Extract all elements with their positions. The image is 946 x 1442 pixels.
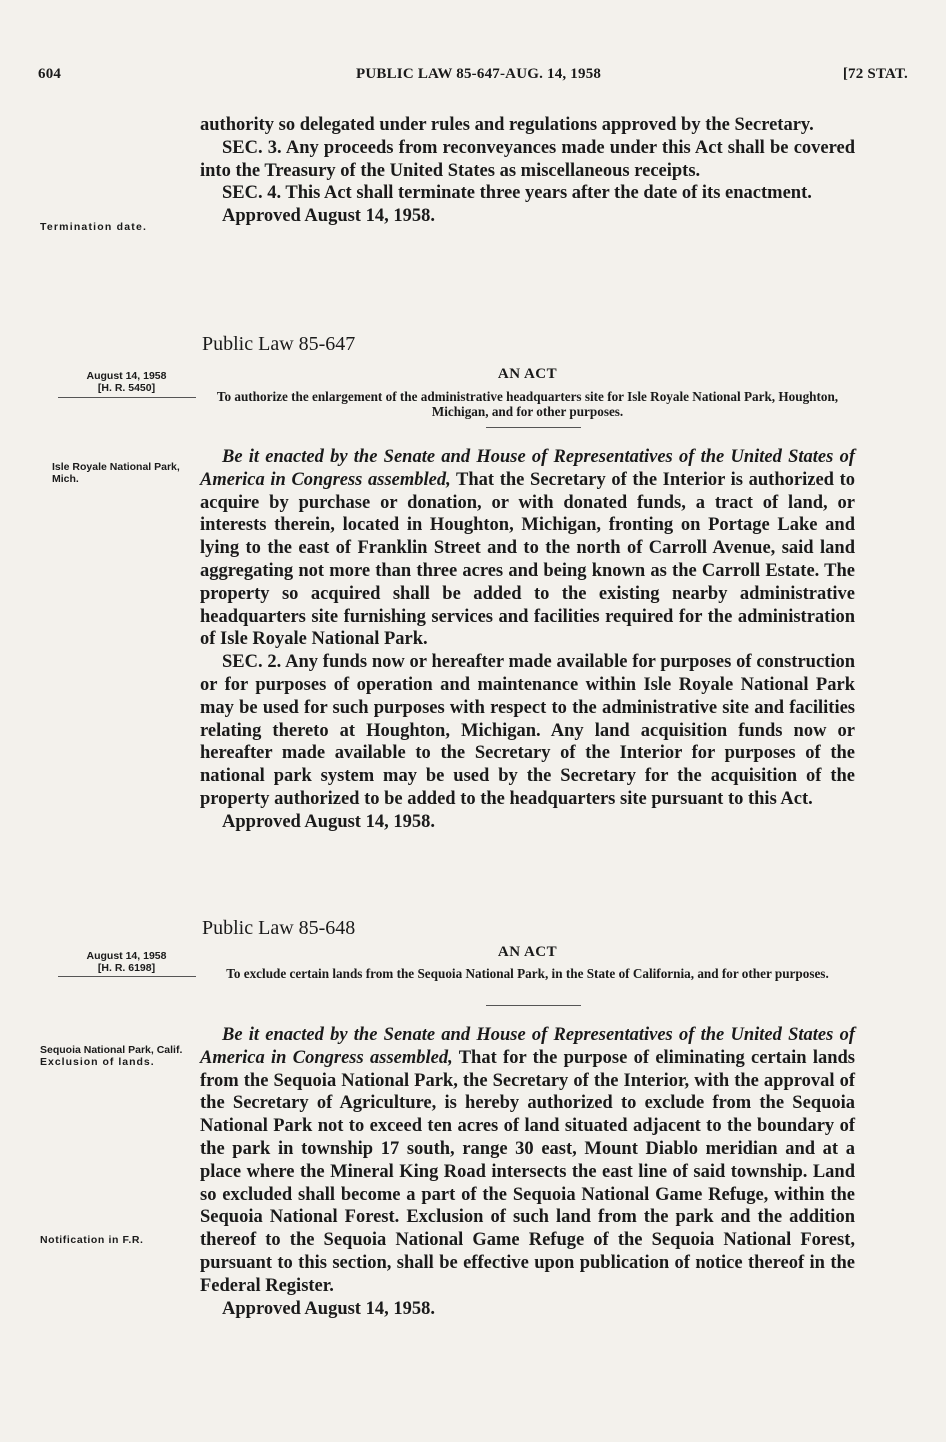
section-text bbox=[200, 1024, 855, 1298]
page-header bbox=[38, 66, 908, 90]
volume-reference: [72 STAT. bbox=[842, 66, 908, 82]
date-note-line: August 14, 1958 bbox=[86, 370, 167, 382]
margin-note-park: Sequoia National Park, Calif. bbox=[40, 1044, 183, 1056]
bill-number: [H. R. 6198] bbox=[97, 961, 156, 974]
section-4: SEC. 4. This Act shall terminate three years after the date of its enactment. bbox=[222, 183, 812, 204]
date-note-line: August 14, 1958 bbox=[86, 950, 167, 962]
date-note-85-647 bbox=[54, 371, 199, 394]
an-act-heading: AN ACT bbox=[497, 366, 558, 382]
margin-note-notification: Notification in F.R. bbox=[40, 1234, 144, 1246]
law-title-85-647: Public Law 85-647 bbox=[202, 333, 356, 355]
law-85-647-body bbox=[200, 446, 855, 834]
law-title-85-648: Public Law 85-648 bbox=[202, 917, 356, 939]
an-act-heading: AN ACT bbox=[497, 944, 558, 960]
continuation-text bbox=[200, 114, 855, 228]
margin-rule bbox=[58, 397, 196, 398]
margin-note-termination: Termination date. bbox=[40, 221, 148, 233]
continuation-paragraph: authority so delegated under rules and regulations approved by the Secretary. bbox=[200, 115, 814, 135]
section-body-text: That for the purpose of eliminating certain lands from the Sequoia National Park, the Secretary of the Interior, with the approval of the Secretary of Agriculture, is hereby authorized to exclude from the Sequoia National Park not to exceed ten acres of land situated adjacent to the boundary of the park in township 17 south, range 30 east, Mount Diablo meridian and at a place where the Mineral King Road intersects the east line of said township. Land so excluded shall become a part of the Sequoia National Game Refuge, within the Sequoia National Forest. Exclusion of such land from the park and the addition thereof to the Sequoia National Game Refuge of the Sequoia National Forest, pursuant to this section, shall be effective upon publication of notice thereof in the Federal Register. bbox=[200, 1047, 855, 1296]
section-3: SEC. 3. Any proceeds from reconveyances made under this Act shall be covered into the Treasury of the United States as miscellaneous receipts. bbox=[200, 137, 855, 181]
margin-note-sequoia bbox=[40, 1045, 196, 1068]
bill-number: [H. R. 5450] bbox=[97, 381, 156, 394]
section-1 bbox=[200, 446, 855, 651]
section-2: SEC. 2. Any funds now or hereafter made available for purposes of construction or for purposes of operation and maintenance within Isle Royale National Park may be used for such purposes with respect to the administrative site and facilities relating thereto at Houghton, Michigan. Any land acquisition funds now or hereafter made available to the Secretary of the Interior for purposes of the national park system may be used by the Secretary for the acquisition of the property authorized to be added to the headquarters site pursuant to this Act. bbox=[200, 652, 855, 809]
approval-line: Approved August 14, 1958. bbox=[222, 811, 435, 832]
enacting-clause: Be it enacted by the Senate and House of Representatives of the United States of America in Congress assembled, bbox=[200, 1025, 855, 1068]
divider-rule bbox=[486, 1005, 581, 1006]
margin-note-isle-royale: Isle Royale National Park, Mich. bbox=[52, 461, 180, 485]
law-85-648-body bbox=[200, 1024, 855, 1320]
running-title: PUBLIC LAW 85-647-AUG. 14, 1958 bbox=[356, 66, 602, 82]
page-number: 604 bbox=[38, 66, 62, 82]
act-purpose: To authorize the enlargement of the administrative headquarters site for Isle Royale National Park, Houghton, Michigan, and for other purposes. bbox=[216, 389, 839, 419]
enacting-clause: Be it enacted by the Senate and House of Representatives of the United States of America in Congress assembled, bbox=[200, 447, 855, 490]
act-purpose: To exclude certain lands from the Sequoia National Park, in the State of California, and for other purposes. bbox=[226, 966, 829, 981]
margin-rule bbox=[58, 976, 196, 977]
approval-line: Approved August 14, 1958. bbox=[222, 1298, 435, 1319]
divider-rule bbox=[486, 427, 581, 428]
section-1-text: That the Secretary of the Interior is authorized to acquire by purchase or donation, or with donated funds, a tract of land, or interests therein, located in Houghton, Michigan, fronting on Portage Lake and lying to the east of Franklin Street and to the north of Carroll Avenue, said land aggregating not more than three acres and being known as the Carroll Estate. The property so acquired shall be added to the existing nearby administrative headquarters site furnishing services and facilities required for the administration of Isle Royale National Park. bbox=[200, 469, 855, 650]
approval-line: Approved August 14, 1958. bbox=[222, 206, 435, 227]
date-note-85-648 bbox=[54, 951, 199, 974]
margin-note-exclusion: Exclusion of lands. bbox=[40, 1055, 155, 1068]
